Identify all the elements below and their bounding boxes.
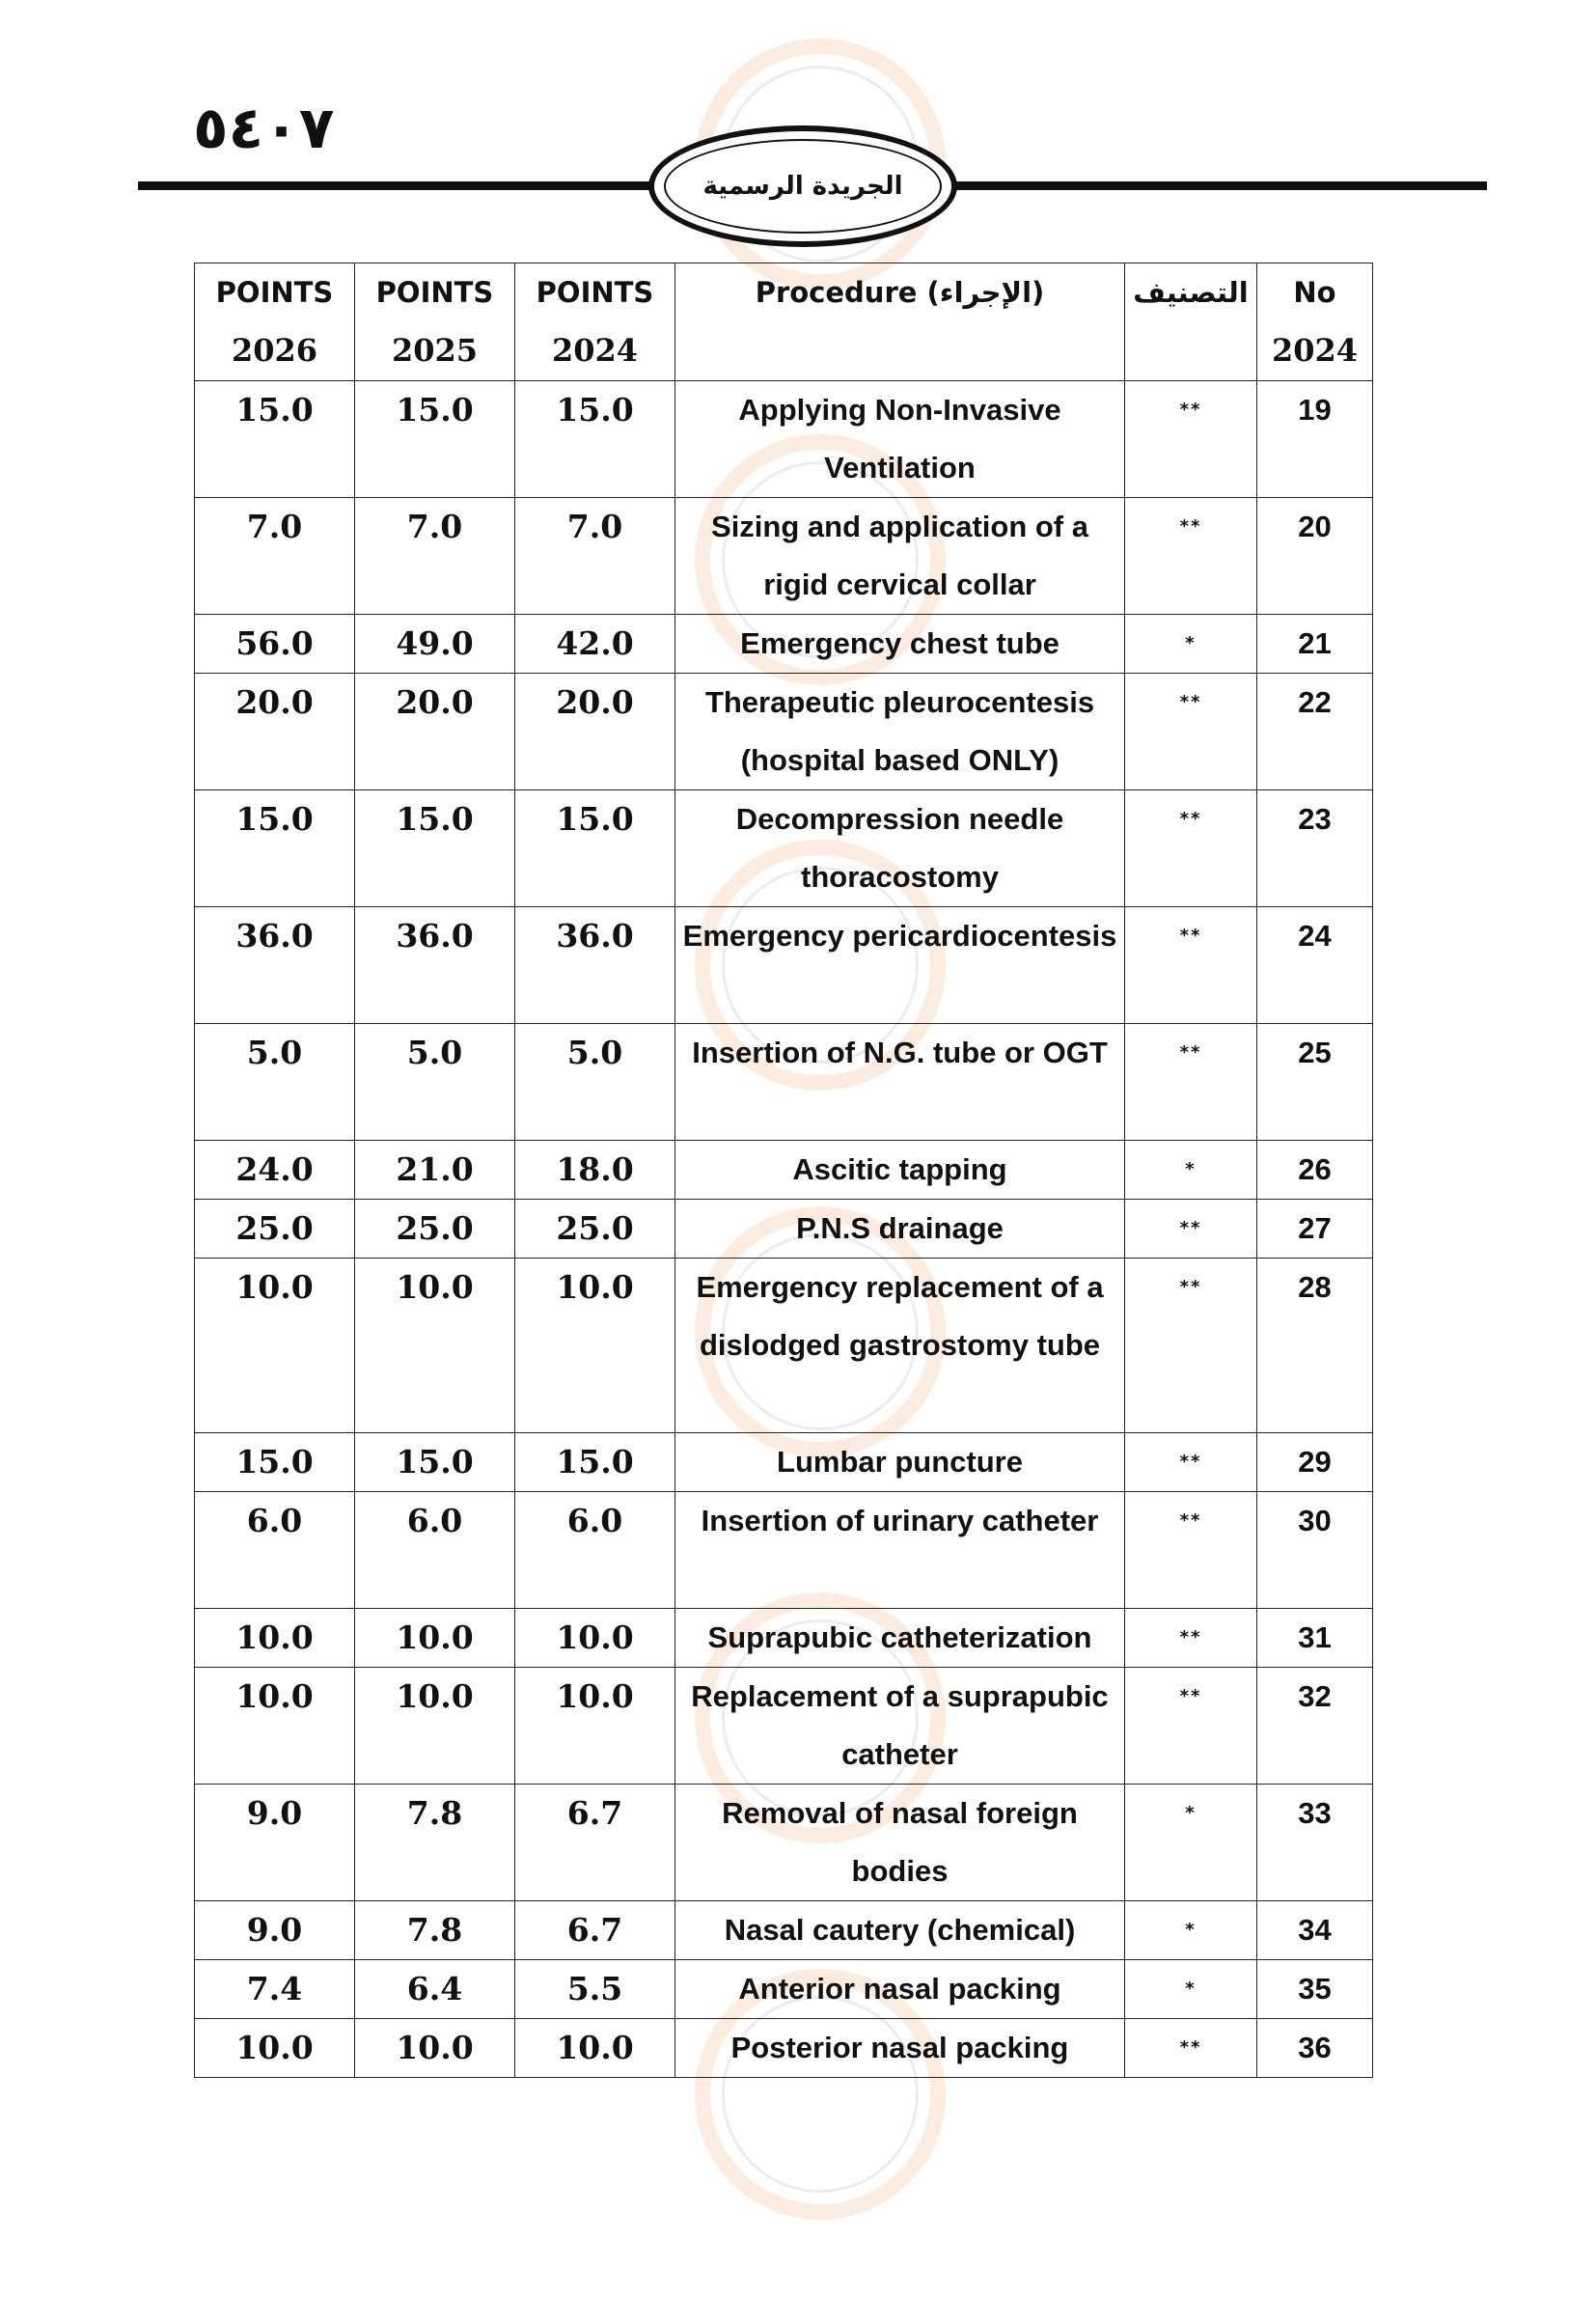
points-2024-cell: 10.0 <box>515 1668 675 1785</box>
number-cell: 34 <box>1257 1901 1373 1960</box>
classification-cell: * <box>1125 1960 1257 2019</box>
table-row <box>195 1901 1373 1960</box>
table-row <box>195 674 1373 790</box>
points-2024-cell: 6.7 <box>515 1901 675 1960</box>
points-2026-cell: 24.0 <box>195 1141 355 1200</box>
points-2026-cell: 10.0 <box>195 1609 355 1668</box>
points-2025-cell: 10.0 <box>355 1259 515 1433</box>
table-row <box>195 1960 1373 2019</box>
procedure-cell: Nasal cautery (chemical) <box>675 1901 1125 1960</box>
points-2026-cell: 15.0 <box>195 790 355 907</box>
table-row <box>195 1024 1373 1141</box>
table-row <box>195 1785 1373 1901</box>
classification-cell: ** <box>1125 1024 1257 1141</box>
procedure-cell: Posterior nasal packing <box>675 2019 1125 2078</box>
table-row <box>195 1668 1373 1785</box>
classification-cell: * <box>1125 1785 1257 1901</box>
points-2026-cell: 36.0 <box>195 907 355 1024</box>
points-2025-cell: 7.8 <box>355 1785 515 1901</box>
points-2026-cell: 15.0 <box>195 381 355 498</box>
classification-cell: * <box>1125 615 1257 674</box>
procedure-cell: Ascitic tapping <box>675 1141 1125 1200</box>
table-header-row <box>195 263 1373 381</box>
points-2025-cell: 20.0 <box>355 674 515 790</box>
points-2026-cell: 20.0 <box>195 674 355 790</box>
points-2024-cell: 6.7 <box>515 1785 675 1901</box>
points-2026-cell: 25.0 <box>195 1200 355 1259</box>
points-2024-cell: 10.0 <box>515 2019 675 2078</box>
points-2026-cell: 10.0 <box>195 1668 355 1785</box>
number-cell: 35 <box>1257 1960 1373 2019</box>
procedure-cell: Emergency replacement of a dislodged gastrostomy tube <box>675 1259 1125 1433</box>
table-row <box>195 1609 1373 1668</box>
classification-cell: * <box>1125 1141 1257 1200</box>
points-2026-cell: 9.0 <box>195 1785 355 1901</box>
procedure-cell: Insertion of N.G. tube or OGT <box>675 1024 1125 1141</box>
points-2024-cell: 20.0 <box>515 674 675 790</box>
points-2025-cell: 10.0 <box>355 2019 515 2078</box>
header-no: No 2024 <box>1257 263 1373 381</box>
table-row <box>195 381 1373 498</box>
points-2025-cell: 5.0 <box>355 1024 515 1141</box>
points-2025-cell: 15.0 <box>355 381 515 498</box>
table-row <box>195 907 1373 1024</box>
classification-cell: ** <box>1125 1200 1257 1259</box>
points-2024-cell: 5.5 <box>515 1960 675 2019</box>
procedure-cell: Emergency chest tube <box>675 615 1125 674</box>
table-row <box>195 790 1373 907</box>
points-2025-cell: 10.0 <box>355 1609 515 1668</box>
number-cell: 28 <box>1257 1259 1373 1433</box>
points-2025-cell: 15.0 <box>355 790 515 907</box>
classification-cell: ** <box>1125 381 1257 498</box>
number-cell: 31 <box>1257 1609 1373 1668</box>
points-2024-cell: 42.0 <box>515 615 675 674</box>
table-row <box>195 1200 1373 1259</box>
points-2026-cell: 10.0 <box>195 1259 355 1433</box>
points-2025-cell: 7.0 <box>355 498 515 615</box>
classification-cell: ** <box>1125 1492 1257 1609</box>
classification-cell: ** <box>1125 1609 1257 1668</box>
procedure-cell: Sizing and application of a rigid cervical collar <box>675 498 1125 615</box>
points-2024-cell: 15.0 <box>515 381 675 498</box>
points-2025-cell: 7.8 <box>355 1901 515 1960</box>
number-cell: 36 <box>1257 2019 1373 2078</box>
procedure-cell: Applying Non-Invasive Ventilation <box>675 381 1125 498</box>
classification-cell: ** <box>1125 1433 1257 1492</box>
number-cell: 25 <box>1257 1024 1373 1141</box>
number-cell: 33 <box>1257 1785 1373 1901</box>
points-2024-cell: 10.0 <box>515 1259 675 1433</box>
procedure-cell: Anterior nasal packing <box>675 1960 1125 2019</box>
classification-cell: ** <box>1125 907 1257 1024</box>
procedure-cell: Therapeutic pleurocentesis (hospital based ONLY) <box>675 674 1125 790</box>
table-row <box>195 2019 1373 2078</box>
number-cell: 26 <box>1257 1141 1373 1200</box>
header-points-2025: POINTS 2025 <box>355 263 515 381</box>
points-2024-cell: 5.0 <box>515 1024 675 1141</box>
header-procedure: Procedure (الإجراء) <box>675 263 1125 381</box>
points-2026-cell: 6.0 <box>195 1492 355 1609</box>
procedure-cell: Removal of nasal foreign bodies <box>675 1785 1125 1901</box>
number-cell: 27 <box>1257 1200 1373 1259</box>
procedure-cell: P.N.S drainage <box>675 1200 1125 1259</box>
classification-cell: ** <box>1125 2019 1257 2078</box>
page-number: ٥٤٠٧ <box>193 95 335 162</box>
classification-cell: ** <box>1125 674 1257 790</box>
classification-cell: ** <box>1125 498 1257 615</box>
number-cell: 19 <box>1257 381 1373 498</box>
procedure-cell: Replacement of a suprapubic catheter <box>675 1668 1125 1785</box>
points-2024-cell: 7.0 <box>515 498 675 615</box>
procedure-cell: Suprapubic catheterization <box>675 1609 1125 1668</box>
procedure-cell: Insertion of urinary catheter <box>675 1492 1125 1609</box>
points-2024-cell: 6.0 <box>515 1492 675 1609</box>
points-2026-cell: 10.0 <box>195 2019 355 2078</box>
points-2025-cell: 36.0 <box>355 907 515 1024</box>
table-row <box>195 1141 1373 1200</box>
points-2025-cell: 25.0 <box>355 1200 515 1259</box>
table-row <box>195 1492 1373 1609</box>
number-cell: 30 <box>1257 1492 1373 1609</box>
points-2025-cell: 6.0 <box>355 1492 515 1609</box>
header-points-2026: POINTS 2026 <box>195 263 355 381</box>
points-2026-cell: 9.0 <box>195 1901 355 1960</box>
points-2024-cell: 15.0 <box>515 1433 675 1492</box>
points-2024-cell: 10.0 <box>515 1609 675 1668</box>
table-row <box>195 615 1373 674</box>
journal-title: الجريدة الرسمية <box>702 172 903 201</box>
table-row <box>195 1259 1373 1433</box>
classification-cell: ** <box>1125 790 1257 907</box>
number-cell: 24 <box>1257 907 1373 1024</box>
procedure-points-table <box>194 263 1373 2078</box>
procedure-cell: Decompression needle thoracostomy <box>675 790 1125 907</box>
number-cell: 29 <box>1257 1433 1373 1492</box>
points-2026-cell: 56.0 <box>195 615 355 674</box>
points-2026-cell: 7.4 <box>195 1960 355 2019</box>
classification-cell: * <box>1125 1901 1257 1960</box>
procedure-cell: Lumbar puncture <box>675 1433 1125 1492</box>
number-cell: 21 <box>1257 615 1373 674</box>
journal-title-oval <box>648 125 957 247</box>
number-cell: 22 <box>1257 674 1373 790</box>
points-2024-cell: 36.0 <box>515 907 675 1024</box>
points-2025-cell: 21.0 <box>355 1141 515 1200</box>
points-2026-cell: 5.0 <box>195 1024 355 1141</box>
table-row <box>195 498 1373 615</box>
header-points-2024: POINTS 2024 <box>515 263 675 381</box>
classification-cell: ** <box>1125 1259 1257 1433</box>
points-2025-cell: 10.0 <box>355 1668 515 1785</box>
points-2024-cell: 18.0 <box>515 1141 675 1200</box>
points-2024-cell: 25.0 <box>515 1200 675 1259</box>
points-2024-cell: 15.0 <box>515 790 675 907</box>
header-classification: التصنيف <box>1125 263 1257 381</box>
number-cell: 23 <box>1257 790 1373 907</box>
points-2026-cell: 7.0 <box>195 498 355 615</box>
points-2026-cell: 15.0 <box>195 1433 355 1492</box>
points-2025-cell: 15.0 <box>355 1433 515 1492</box>
table-row <box>195 1433 1373 1492</box>
points-2025-cell: 49.0 <box>355 615 515 674</box>
procedure-cell: Emergency pericardiocentesis <box>675 907 1125 1024</box>
number-cell: 32 <box>1257 1668 1373 1785</box>
classification-cell: ** <box>1125 1668 1257 1785</box>
points-2025-cell: 6.4 <box>355 1960 515 2019</box>
number-cell: 20 <box>1257 498 1373 615</box>
